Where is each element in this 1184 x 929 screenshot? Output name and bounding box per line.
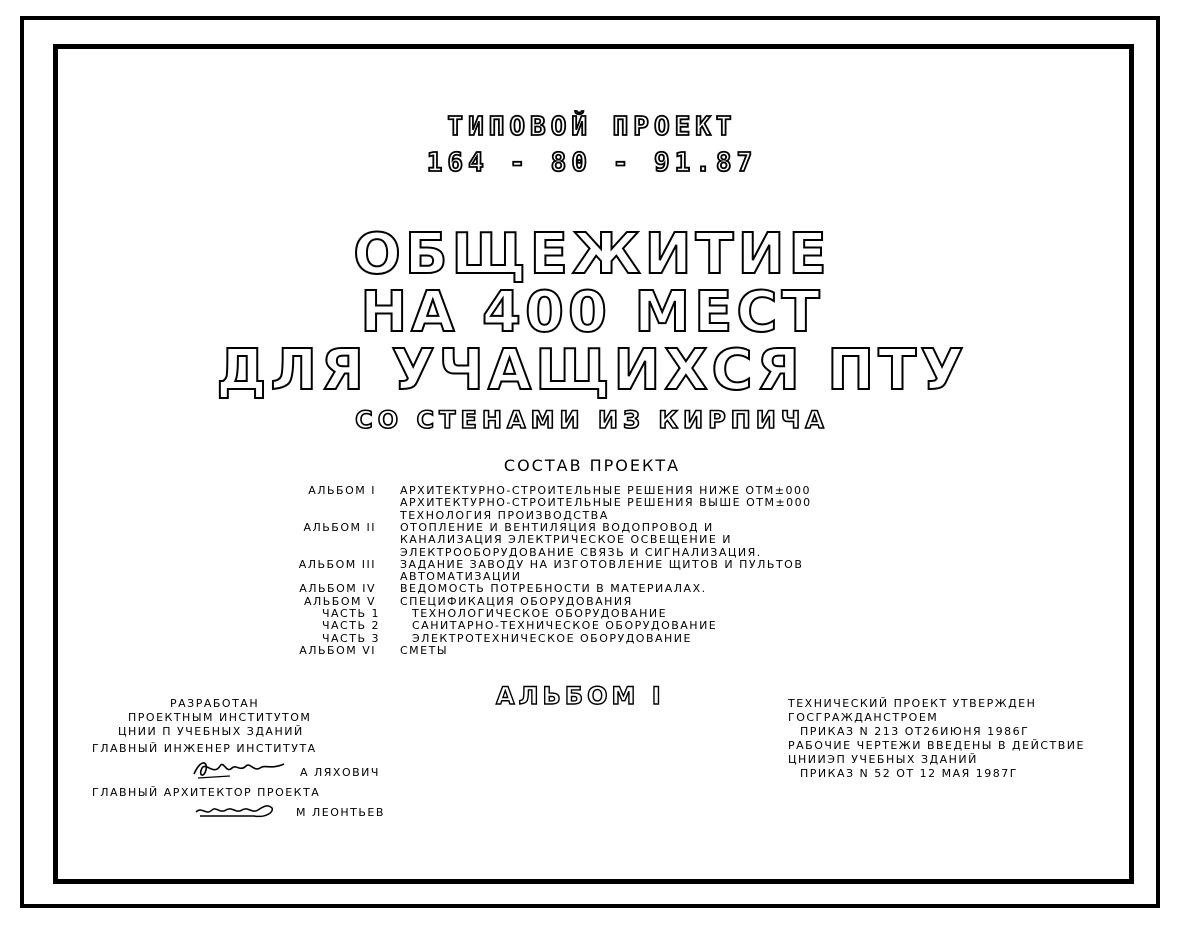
album-text: КАНАЛИЗАЦИЯ ЭЛЕКТРИЧЕСКОЕ ОСВЕЩЕНИЕ И (400, 533, 732, 547)
part-label: ЧАСТЬ 3 (321, 631, 380, 645)
album-label: АЛЬБОМ I (308, 484, 376, 497)
album-text: ЗАДАНИЕ ЗАВОДУ НА ИЗГОТОВЛЕНИЕ ЩИТОВ И ПУЛЬТОВ (400, 557, 804, 571)
part-text: ТЕХНОЛОГИЧЕСКОЕ ОБОРУДОВАНИЕ (412, 607, 668, 620)
approval-line-6: ПРИКАЗ N 52 ОТ 12 МАЯ 1987Г (800, 767, 1018, 780)
developer-line-3: ЦНИИ П УЧЕБНЫХ ЗДАНИЙ (118, 725, 304, 738)
chief-architect-title: ГЛАВНЫЙ АРХИТЕКТОР ПРОЕКТА (92, 786, 321, 799)
part-label: ЧАСТЬ 2 (321, 619, 380, 633)
developer-line-1: РАЗРАБОТАН (170, 697, 260, 710)
project-number: 164 - 80 - 91.87 (426, 148, 758, 178)
project-type-label: ТИПОВОЙ ПРОЕКТ (447, 112, 737, 142)
chief-architect-name: М ЛЕОНТЬЕВ (296, 806, 385, 819)
title-subtitle: СО СТЕНАМИ ИЗ КИРПИЧА (355, 406, 829, 434)
album-text: ВЕДОМОСТЬ ПОТРЕБНОСТИ В МАТЕРИАЛАХ. (400, 582, 707, 596)
album-label: АЛЬБОМ II (303, 520, 376, 534)
approval-line-1: ТЕХНИЧЕСКИЙ ПРОЕКТ УТВЕРЖДЕН (788, 697, 1037, 710)
approval-line-4: РАБОЧИЕ ЧЕРТЕЖИ ВВЕДЕНЫ В ДЕЙСТВИЕ (788, 739, 1085, 752)
approval-line-2: ГОСГРАЖДАНСТРОЕМ (788, 711, 939, 724)
part-text: САНИТАРНО-ТЕХНИЧЕСКОЕ ОБОРУДОВАНИЕ (412, 619, 718, 633)
album-label: АЛЬБОМ IV (299, 582, 376, 596)
chief-engineer-name: А ЛЯХОВИЧ (300, 766, 380, 779)
album-text: АВТОМАТИЗАЦИИ (400, 570, 522, 584)
album-text: АРХИТЕКТУРНО-СТРОИТЕЛЬНЫЕ РЕШЕНИЯ НИЖЕ ОТМ±000 (400, 484, 811, 497)
album-label: АЛЬБОМ V (303, 594, 376, 608)
part-label: ЧАСТЬ 1 (321, 607, 380, 620)
album-text: АРХИТЕКТУРНО-СТРОИТЕЛЬНЫЕ РЕШЕНИЯ ВЫШЕ ОТМ±000 (400, 496, 812, 510)
developer-line-2: ПРОЕКТНЫМ ИНСТИТУТОМ (128, 711, 312, 724)
title-line-3: ДЛЯ УЧАЩИХСЯ ПТУ (216, 338, 968, 403)
approval-line-3: ПРИКАЗ N 213 ОТ26ИЮНЯ 1986Г (800, 725, 1030, 738)
album-text: ТЕХНОЛОГИЯ ПРОИЗВОДСТВА (400, 508, 609, 522)
chief-engineer-signature (190, 756, 290, 782)
album-text: СПЕЦИФИКАЦИЯ ОБОРУДОВАНИЯ (400, 594, 633, 608)
album-mark: АЛЬБОМ I (496, 682, 665, 710)
album-text: СМЕТЫ (400, 643, 449, 657)
contents-heading: СОСТАВ ПРОЕКТА (503, 456, 681, 475)
chief-engineer-title: ГЛАВНЫЙ ИНЖЕНЕР ИНСТИТУТА (92, 742, 317, 755)
part-text: ЭЛЕКТРОТЕХНИЧЕСКОЕ ОБОРУДОВАНИЕ (412, 631, 692, 645)
album-text: ОТОПЛЕНИЕ И ВЕНТИЛЯЦИЯ ВОДОПРОВОД И (400, 520, 714, 534)
approval-line-5: ЦНИИЭП УЧЕБНЫХ ЗДАНИЙ (788, 753, 978, 766)
album-text: ЭЛЕКТРООБОРУДОВАНИЕ СВЯЗЬ И СИГНАЛИЗАЦИЯ. (400, 545, 762, 559)
album-label: АЛЬБОМ III (298, 557, 376, 571)
title-line-2: НА 400 МЕСТ (360, 280, 824, 345)
chief-architect-signature (192, 800, 282, 822)
album-label: АЛЬБОМ VI (299, 643, 376, 657)
title-line-1: ОБЩЕЖИТИЕ (353, 222, 831, 287)
